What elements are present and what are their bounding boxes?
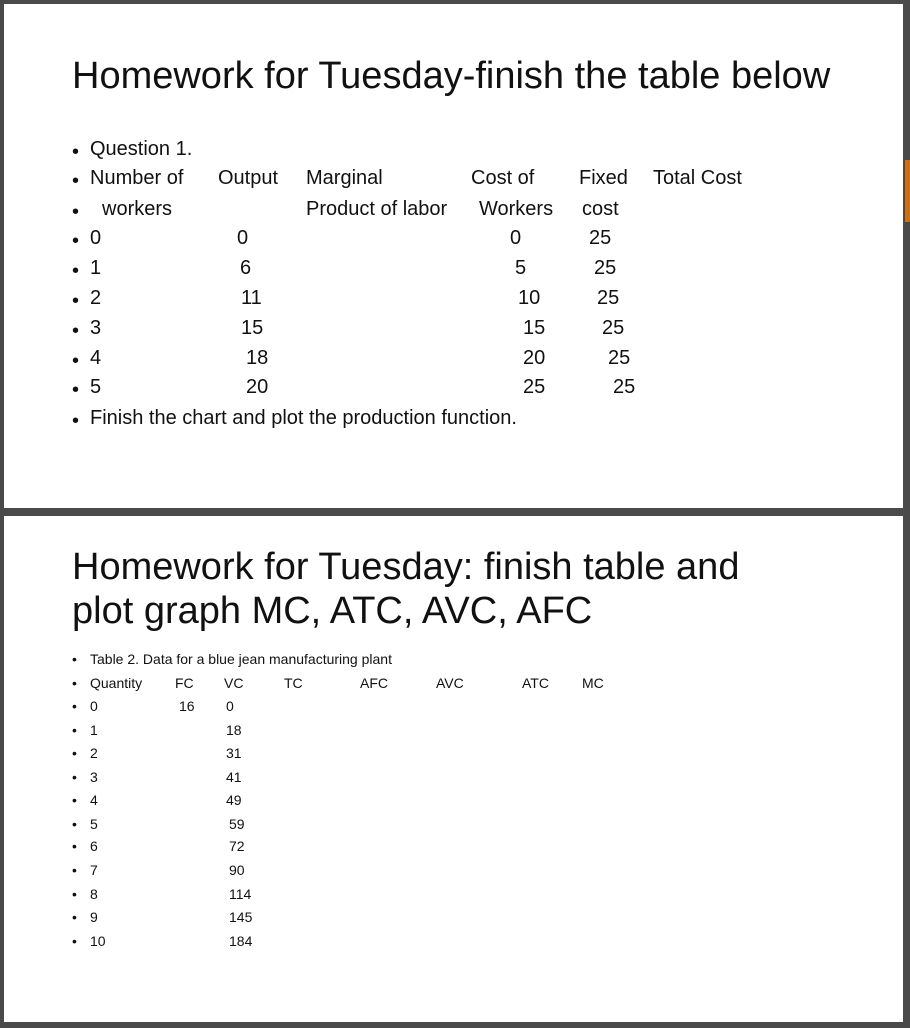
fixed-cost-cell: 25 bbox=[597, 287, 620, 309]
fixed-cost-cell: 25 bbox=[602, 317, 625, 339]
bullet-icon: • bbox=[72, 350, 80, 372]
footer-instruction: Finish the chart and plot the production function. bbox=[90, 407, 517, 429]
header-workers-2: Workers bbox=[479, 198, 554, 220]
vc-cell: 41 bbox=[226, 769, 242, 785]
output-cell: 0 bbox=[237, 227, 249, 249]
fc-cell: 16 bbox=[179, 698, 195, 714]
header-vc: VC bbox=[224, 675, 244, 691]
header-tc: TC bbox=[284, 675, 303, 691]
fixed-cost-cell: 25 bbox=[589, 227, 612, 249]
quantity-cell: 7 bbox=[90, 862, 98, 878]
quantity-cell: 5 bbox=[90, 816, 98, 832]
vc-cell: 114 bbox=[229, 886, 252, 902]
header-cost: cost bbox=[582, 198, 619, 220]
slide-2-title-line-2: plot graph MC, ATC, AVC, AFC bbox=[72, 590, 593, 632]
quantity-cell: 8 bbox=[90, 886, 98, 902]
workers-cell: 2 bbox=[90, 287, 102, 309]
slide-2-title-line-1: Homework for Tuesday: finish table and bbox=[72, 546, 740, 588]
table-caption: Table 2. Data for a blue jean manufacturing plant bbox=[90, 651, 392, 667]
bullet-icon: • bbox=[72, 933, 77, 949]
workers-cell: 5 bbox=[90, 376, 102, 398]
bullet-icon: • bbox=[72, 792, 77, 808]
bullet-icon: • bbox=[72, 410, 80, 432]
quantity-cell: 9 bbox=[90, 909, 98, 925]
bullet-icon: • bbox=[72, 862, 77, 878]
bullet-icon: • bbox=[72, 886, 77, 902]
workers-cell: 0 bbox=[90, 227, 102, 249]
fixed-cost-cell: 25 bbox=[608, 347, 631, 369]
bullet-icon: • bbox=[72, 651, 77, 667]
vc-cell: 31 bbox=[226, 745, 242, 761]
cost-of-workers-cell: 0 bbox=[510, 227, 522, 249]
quantity-cell: 3 bbox=[90, 769, 98, 785]
cost-of-workers-cell: 15 bbox=[523, 317, 546, 339]
quantity-cell: 4 bbox=[90, 792, 98, 808]
bullet-icon: • bbox=[72, 260, 80, 282]
output-cell: 20 bbox=[246, 376, 269, 398]
header-product-of-labor: Product of labor bbox=[306, 198, 448, 220]
bullet-icon: • bbox=[72, 745, 77, 761]
vc-cell: 18 bbox=[226, 722, 242, 738]
vc-cell: 49 bbox=[226, 792, 242, 808]
bullet-icon: • bbox=[72, 909, 77, 925]
quantity-cell: 10 bbox=[90, 933, 106, 949]
bullet-icon: • bbox=[72, 230, 80, 252]
workers-cell: 4 bbox=[90, 347, 102, 369]
vc-cell: 184 bbox=[229, 933, 253, 949]
slide-1 bbox=[4, 4, 903, 508]
quantity-cell: 0 bbox=[90, 698, 98, 714]
output-cell: 6 bbox=[240, 257, 252, 279]
header-quantity: Quantity bbox=[90, 675, 143, 691]
bullet-icon: • bbox=[72, 201, 80, 223]
bullet-icon: • bbox=[72, 675, 77, 691]
quantity-cell: 2 bbox=[90, 745, 98, 761]
bullet-icon: • bbox=[72, 698, 77, 714]
header-afc: AFC bbox=[360, 675, 388, 691]
question-label: Question 1. bbox=[90, 138, 193, 160]
header-number-of: Number of bbox=[90, 167, 184, 189]
bullet-icon: • bbox=[72, 816, 77, 832]
bullet-icon: • bbox=[72, 379, 80, 401]
header-marginal: Marginal bbox=[306, 167, 383, 189]
header-cost-of: Cost of bbox=[471, 167, 535, 189]
bullet-icon: • bbox=[72, 320, 80, 342]
orange-accent-bar bbox=[905, 160, 910, 222]
slide-1-title: Homework for Tuesday-finish the table below bbox=[72, 55, 831, 97]
vc-cell: 59 bbox=[229, 816, 245, 832]
vc-cell: 72 bbox=[229, 838, 245, 854]
output-cell: 15 bbox=[241, 317, 264, 339]
cost-of-workers-cell: 5 bbox=[515, 257, 527, 279]
output-cell: 11 bbox=[241, 287, 262, 309]
workers-cell: 3 bbox=[90, 317, 102, 339]
output-cell: 18 bbox=[246, 347, 269, 369]
cost-of-workers-cell: 20 bbox=[523, 347, 546, 369]
bullet-icon: • bbox=[72, 290, 80, 312]
vc-cell: 90 bbox=[229, 862, 245, 878]
fixed-cost-cell: 25 bbox=[594, 257, 617, 279]
workers-cell: 1 bbox=[90, 257, 102, 279]
fixed-cost-cell: 25 bbox=[613, 376, 636, 398]
cost-of-workers-cell: 25 bbox=[523, 376, 546, 398]
slide-2 bbox=[4, 516, 903, 1022]
quantity-cell: 6 bbox=[90, 838, 98, 854]
cost-of-workers-cell: 10 bbox=[518, 287, 541, 309]
bullet-icon: • bbox=[72, 838, 77, 854]
header-fixed: Fixed bbox=[579, 167, 628, 189]
header-atc: ATC bbox=[522, 675, 549, 691]
vc-cell: 145 bbox=[229, 909, 253, 925]
bullet-icon: • bbox=[72, 722, 77, 738]
header-avc: AVC bbox=[436, 675, 464, 691]
header-output: Output bbox=[218, 167, 279, 189]
bullet-icon: • bbox=[72, 141, 80, 163]
header-fc: FC bbox=[175, 675, 194, 691]
bullet-icon: • bbox=[72, 769, 77, 785]
bullet-icon: • bbox=[72, 170, 80, 192]
header-workers: workers bbox=[102, 198, 173, 220]
vc-cell: 0 bbox=[226, 698, 234, 714]
header-mc: MC bbox=[582, 675, 604, 691]
header-total-cost: Total Cost bbox=[653, 167, 742, 189]
quantity-cell: 1 bbox=[90, 722, 98, 738]
